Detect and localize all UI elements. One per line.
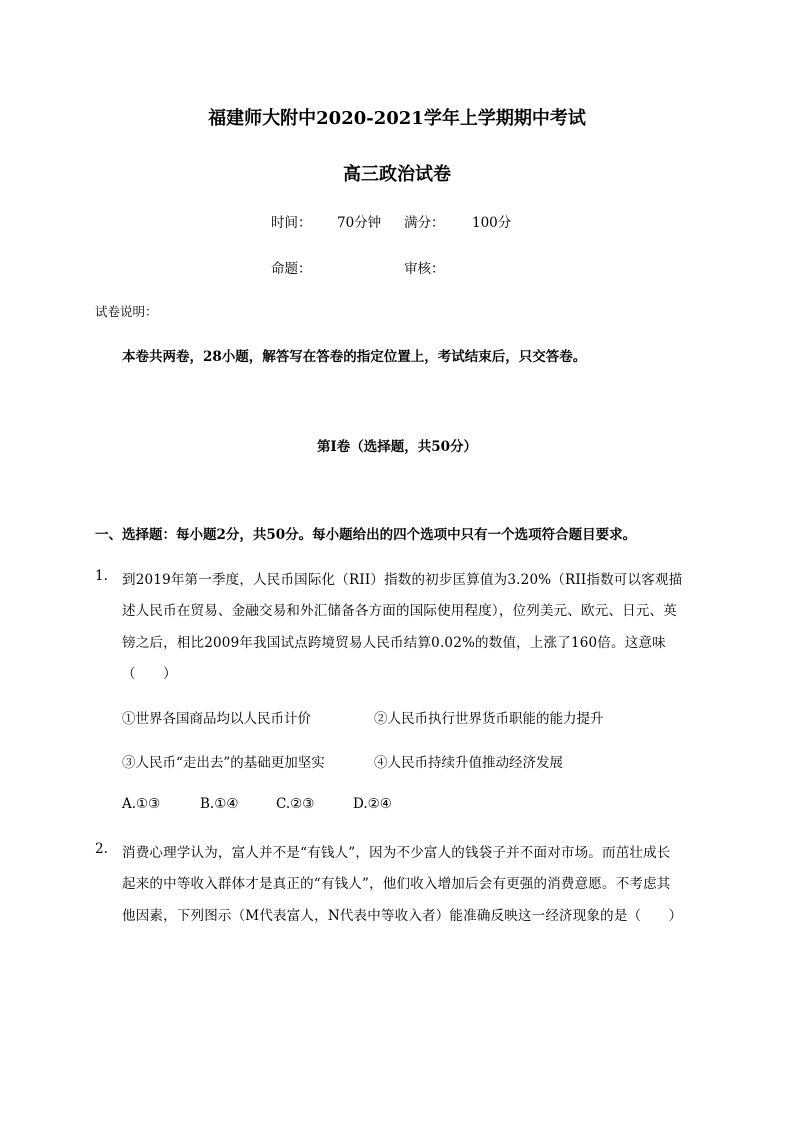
question-text-line: 起来的中等收入群体才是真正的“有钱人”，他们收入增加后会有更强的消费意愿。不考虑其 (122, 876, 671, 892)
author-label: 命题： (271, 261, 312, 277)
instructions-heading: 试卷说明： (95, 304, 158, 319)
time-value: 70分钟 (337, 215, 382, 231)
exam-subtitle: 高三政治试卷 (343, 164, 451, 185)
statement: ④人民币持续升值推动经济发展 (374, 755, 563, 771)
choice-b[interactable]: B.①④ (200, 796, 239, 812)
exam-title: 福建师大附中2020-2021学年上学期期中考试 (208, 108, 586, 129)
question-text-line: 述人民币在贸易、金融交易和外汇储备各方面的国际使用程度），位列美元、欧元、日元、英 (122, 603, 677, 619)
part-heading: 一、选择题：每小题2分，共50分。每小题给出的四个选项中只有一个选项符合题目要求。 (95, 527, 637, 543)
statement: ③人民币“走出去”的基础更加坚实 (122, 755, 325, 771)
question-text-line: （ ） (122, 666, 177, 682)
question-number: 1. (95, 568, 108, 584)
choice-c[interactable]: C.②③ (276, 796, 315, 812)
statement: ②人民币执行世界货币职能的能力提升 (374, 711, 604, 727)
time-label: 时间： (271, 215, 312, 231)
score-value: 100分 (472, 215, 512, 231)
question-text-line: 镑之后，相比2009年我国试点跨境贸易人民币结算0.02%的数值，上涨了160倍。这意味 (122, 635, 666, 651)
question-text-line: 他因素，下列图示（M代表富人，N代表中等收入者）能准确反映这一经济现象的是（ ） (122, 908, 683, 924)
question-text-line: 到2019年第一季度，人民币国际化（RII）指数的初步匡算值为3.20%（RII指数可以客观描 (122, 572, 683, 588)
reviewer-label: 审核： (404, 261, 445, 277)
question-text-line: 消费心理学认为，富人并不是“有钱人”，因为不少富人的钱袋子并不面对市场。而茁壮成长 (122, 845, 671, 861)
choice-d[interactable]: D.②④ (353, 796, 392, 812)
question-number: 2. (95, 841, 108, 857)
instructions-text: 本卷共两卷，28小题，解答写在答卷的指定位置上，考试结束后，只交答卷。 (122, 349, 587, 365)
score-label: 满分： (404, 215, 445, 231)
section-title: 第Ⅰ卷（选择题，共50分） (316, 439, 478, 455)
choice-a[interactable]: A.①③ (122, 796, 161, 812)
statement: ①世界各国商品均以人民币计价 (122, 711, 311, 727)
